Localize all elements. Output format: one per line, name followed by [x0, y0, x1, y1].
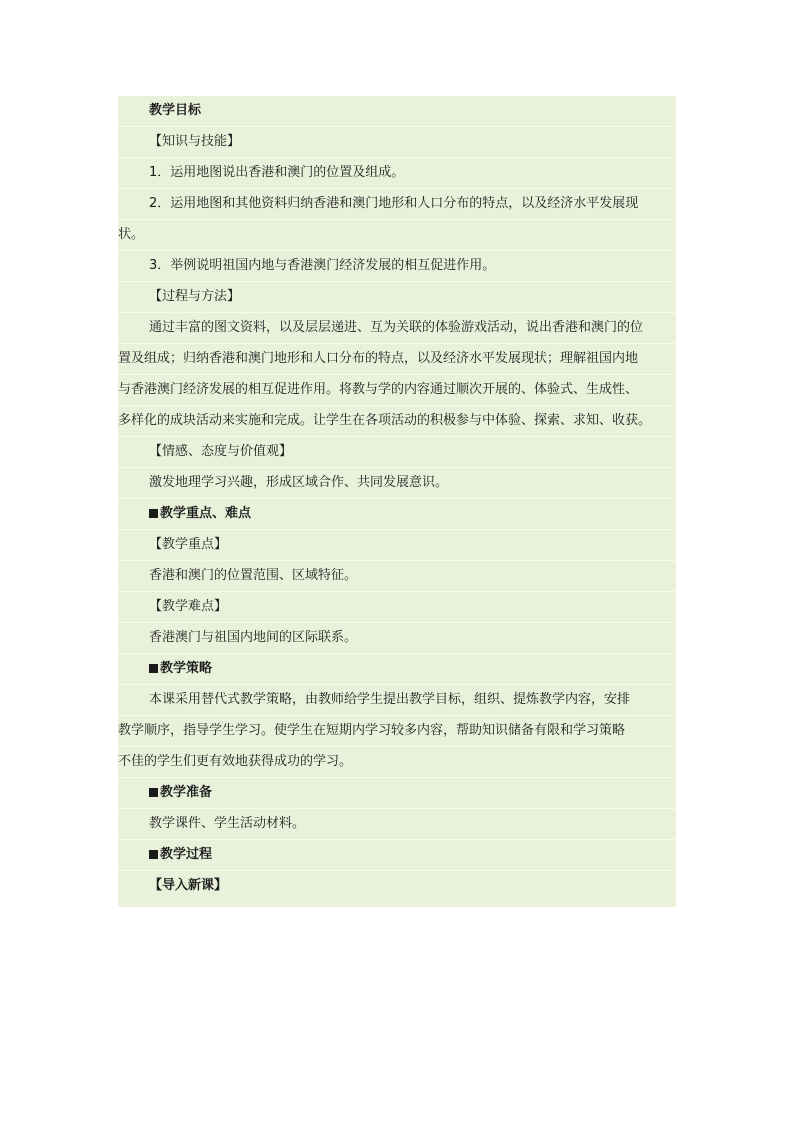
text-line [118, 468, 676, 498]
text-line [118, 220, 676, 250]
line-text: 【知识与技能】 [149, 134, 241, 149]
line-text: 教学目标 [149, 103, 202, 118]
heading-line [118, 96, 676, 126]
line-text: 3．举例说明祖国内地与香港澳门经济发展的相互促进作用。 [149, 258, 496, 273]
square-bullet-icon [149, 850, 158, 859]
line-text: 2．运用地图和其他资料归纳香港和澳门地形和人口分布的特点，以及经济水平发展现 [149, 196, 639, 211]
text-line [118, 189, 676, 219]
text-line [118, 437, 676, 467]
line-text: 教学策略 [160, 661, 213, 676]
text-line [118, 251, 676, 281]
section-heading [118, 654, 676, 684]
document-page [118, 96, 676, 907]
square-bullet-icon [149, 509, 158, 518]
section-heading [118, 840, 676, 870]
line-text: 【教学难点】 [149, 599, 228, 614]
line-text: 教学课件、学生活动材料。 [149, 816, 306, 831]
line-text: 状。 [118, 227, 145, 242]
text-line [118, 623, 676, 653]
line-text: 教学准备 [160, 785, 213, 800]
text-line [118, 685, 676, 715]
text-line [118, 344, 676, 374]
heading-line [118, 871, 676, 901]
text-line [118, 375, 676, 405]
square-bullet-icon [149, 788, 158, 797]
line-text: 不佳的学生们更有效地获得成功的学习。 [118, 754, 353, 769]
line-text: 教学重点、难点 [160, 506, 252, 521]
line-text: 与香港澳门经济发展的相互促进作用。将教与学的内容通过顺次开展的、体验式、生成性、 [118, 382, 639, 397]
line-text: 本课采用替代式教学策略，由教师给学生提出教学目标，组织、提炼教学内容，安排 [149, 692, 631, 707]
section-heading [118, 778, 676, 808]
text-line [118, 561, 676, 591]
line-text: 香港澳门与祖国内地间的区际联系。 [149, 630, 358, 645]
text-line [118, 127, 676, 157]
line-text: 香港和澳门的位置范围、区域特征。 [149, 568, 358, 583]
text-line [118, 809, 676, 839]
line-text: 置及组成；归纳香港和澳门地形和人口分布的特点，以及经济水平发展现状；理解祖国内地 [118, 351, 639, 366]
text-line [118, 158, 676, 188]
text-line [118, 716, 676, 746]
text-line [118, 406, 676, 436]
line-text: 教学顺序，指导学生学习。使学生在短期内学习较多内容，帮助知识储备有限和学习策略 [118, 723, 626, 738]
text-line [118, 530, 676, 560]
section-heading [118, 499, 676, 529]
line-text: 教学过程 [160, 847, 213, 862]
line-text: 多样化的成块活动来实施和完成。让学生在各项活动的积极参与中体验、探索、求知、收获。 [118, 413, 652, 428]
line-text: 【过程与方法】 [149, 289, 241, 304]
text-line [118, 282, 676, 312]
line-text: 【情感、态度与价值观】 [149, 444, 293, 459]
square-bullet-icon [149, 664, 158, 673]
text-line [118, 592, 676, 622]
text-line [118, 747, 676, 777]
text-line [118, 313, 676, 343]
line-text: 1．运用地图说出香港和澳门的位置及组成。 [149, 165, 405, 180]
line-text: 激发地理学习兴趣，形成区域合作、共同发展意识。 [149, 475, 449, 490]
line-text: 【教学重点】 [149, 537, 228, 552]
line-text: 【导入新课】 [149, 878, 228, 893]
line-text: 通过丰富的图文资料，以及层层递进、互为关联的体验游戏活动，说出香港和澳门的位 [149, 320, 644, 335]
